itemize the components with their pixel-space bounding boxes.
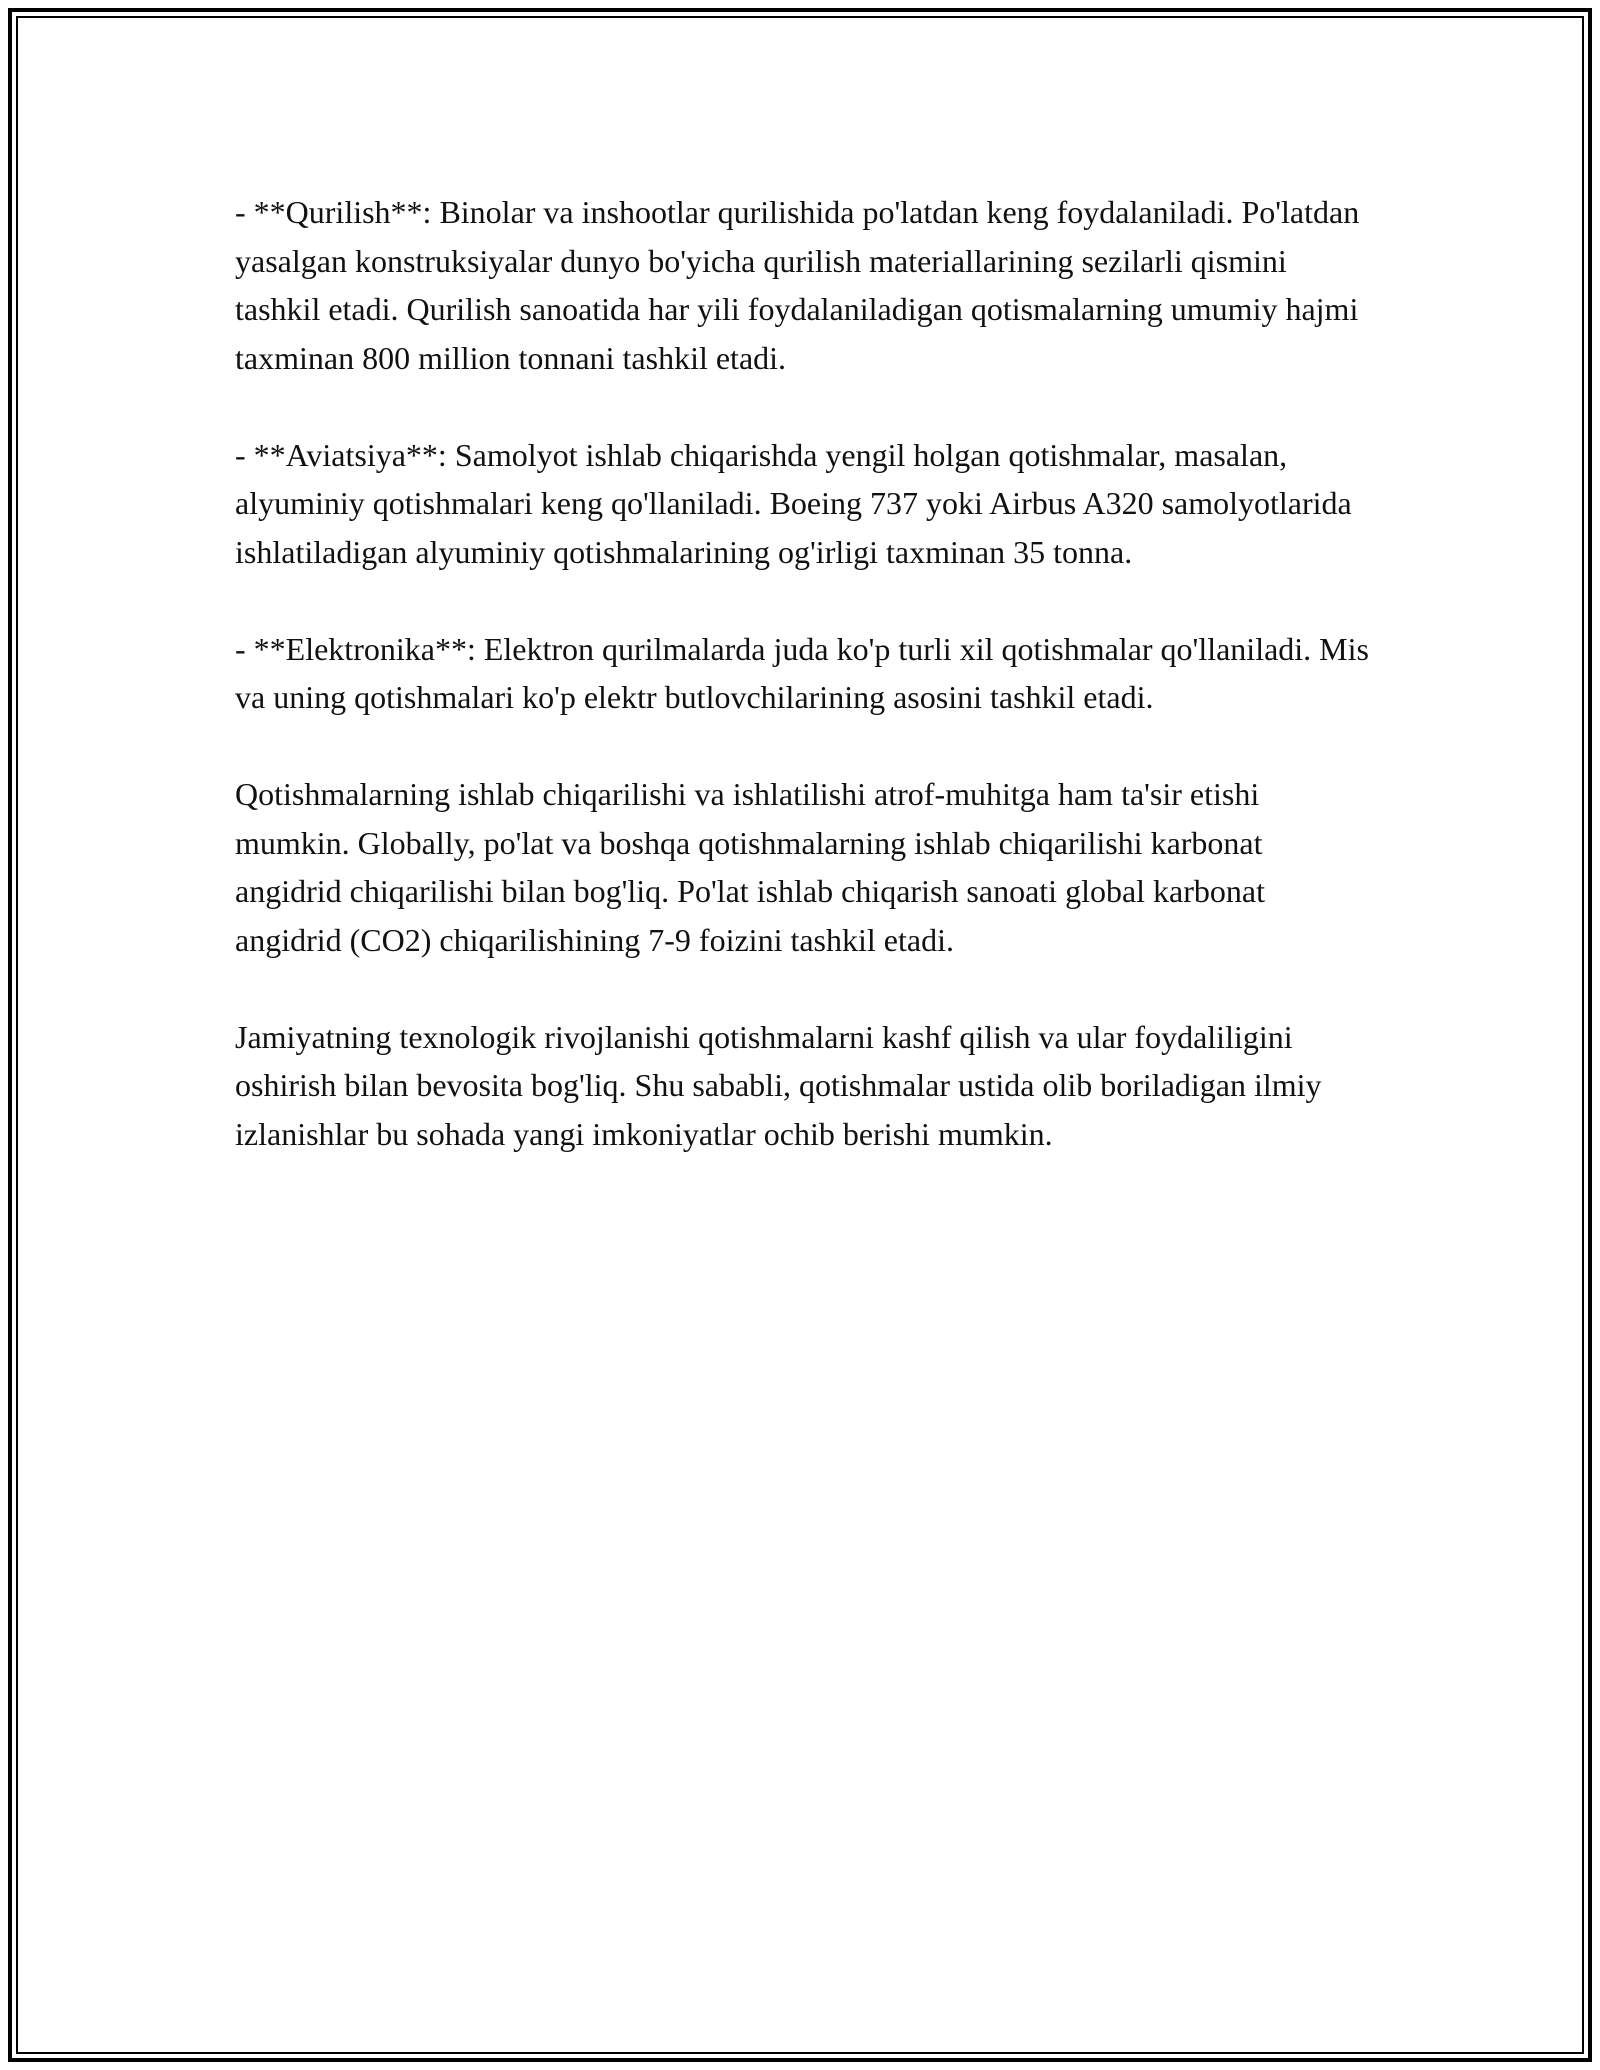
paragraph-aviatsiya: - **Aviatsiya**: Samolyot ishlab chiqarishda yengil holgan qotishmalar, masalan, alyuminiy qotishmalari keng qo'llaniladi. Boeing 737 yoki Airbus A320 samolyotlarida ishlatiladigan alyuminiy qotishmalarining og'irligi taxminan 35 tonna. (235, 436, 1352, 570)
paragraph-environment: Qotishmalarning ishlab chiqarilishi va ishlatilishi atrof-muhitga ham ta'sir etishi mumkin. Globally, po'lat va boshqa qotishmalarning ishlab chiqarilishi karbonat angidrid chiqarilishi bilan bog'liq. Po'lat ishlab chiqarish sanoati global karbonat angidrid (CO2) chiqarilishining 7-9 foizini tashkil etadi. (235, 776, 1265, 958)
document-body (235, 188, 1375, 1207)
paragraph-qurilish: - **Qurilish**: Binolar va inshootlar qurilishida po'latdan keng foydalaniladi. Po'latdan yasalgan konstruksiyalar dunyo bo'yicha qurilish materiallarining sezilarli qismini tashkil etadi. Qurilish sanoatida har yili foydalaniladigan qotismalarning umumiy hajmi taxminan 800 million tonnani tashkil etadi. (235, 194, 1360, 376)
paragraph-conclusion: Jamiyatning texnologik rivojlanishi qotishmalarni kashf qilish va ular foydaliligini oshirish bilan bevosita bog'liq. Shu sababli, qotishmalar ustida olib boriladigan ilmiy izlanishlar bu sohada yangi imkoniyatlar ochib berishi mumkin. (235, 1018, 1322, 1152)
paragraph-elektronika: - **Elektronika**: Elektron qurilmalarda juda ko'p turli xil qotishmalar qo'llaniladi. Mis va uning qotishmalari ko'p elektr butlovchilarining asosini tashkil etadi. (235, 630, 1369, 715)
